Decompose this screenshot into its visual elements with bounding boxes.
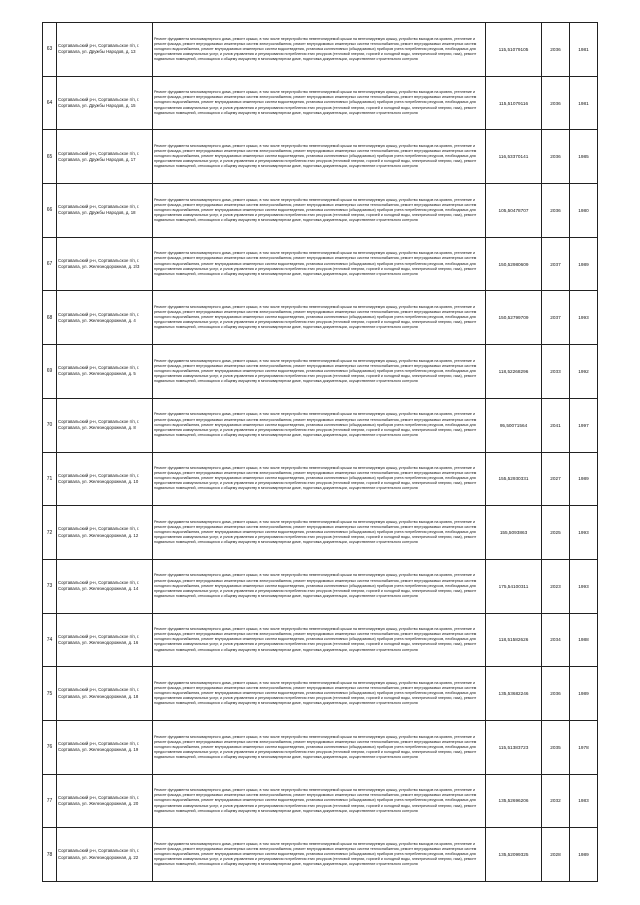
cost-cell: 155,52930331 (486, 452, 542, 506)
year-built-cell: 1989 (570, 452, 598, 506)
address-cell: Сортавальский р-н, Сортавальское г/п, г. Сортавала, ул. Дружбы Народов, д. 15 (57, 76, 153, 130)
cost-cell: 115,51383723 (486, 720, 542, 774)
table-row (43, 130, 598, 184)
cost-cell: 115,51079105 (486, 23, 542, 77)
row-number: 67 (43, 237, 57, 291)
address-cell: Сортавальский р-н, Сортавальское г/п, г. Сортавала, ул. Дружбы Народов, д. 13 (57, 23, 153, 77)
work-description-cell: Ремонт фундамента многоквартирного дома, ремонт крыши, в том числе переустройство невентилируемой крыши на вентилируемую крышу, устройство выходов на кровлю, утепление и ремонт фасада, ремонт внутридомовых инженерных систем электроснабжения, ремонт внутридомовых инженерных систем теплоснабжения, ремонт внутридомовых инженерных систем холодного водоснабжения, ремонт внутридомовых инженерных систем водоотведения, установка коллективных (общедомовых) приборов учета потребления ресурсов, необходимых для предоставления коммунальных услуг, и узлов управления и регулирования потребления этих ресурсов (тепловой энергии, горячей и холодной воды, электрической энергии, газа), ремонт подвальных помещений, относящихся к общему имуществу в многоквартирном доме, подготовка документации, осуществление строительного контроля (153, 291, 486, 345)
row-number: 72 (43, 506, 57, 560)
row-number: 73 (43, 559, 57, 613)
capital-repair-table (42, 22, 598, 882)
cost-cell: 115,51079116 (486, 76, 542, 130)
planned-year-cell: 2035 (542, 720, 570, 774)
address-cell: Сортавальский р-н, Сортавальское г/п, г. Сортавала, ул. Дружбы Народов, д. 18 (57, 184, 153, 238)
cost-cell: 105,50478707 (486, 184, 542, 238)
row-number: 76 (43, 720, 57, 774)
row-number: 75 (43, 667, 57, 721)
year-built-cell: 1985 (570, 130, 598, 184)
address-cell: Сортавальский р-н, Сортавальское г/п, г. Сортавала, ул. Дружбы Народов, д. 17 (57, 130, 153, 184)
year-built-cell: 1981 (570, 76, 598, 130)
planned-year-cell: 2036 (542, 130, 570, 184)
row-number: 68 (43, 291, 57, 345)
table-row (43, 76, 598, 130)
planned-year-cell: 2023 (542, 559, 570, 613)
table-row (43, 398, 598, 452)
address-cell: Сортавальский р-н, Сортавальское г/п, г. Сортавала, ул. Железнодорожная, д. 2/3 (57, 237, 153, 291)
work-description-cell: Ремонт фундамента многоквартирного дома, ремонт крыши, в том числе переустройство невентилируемой крыши на вентилируемую крышу, устройство выходов на кровлю, утепление и ремонт фасада, ремонт внутридомовых инженерных систем электроснабжения, ремонт внутридомовых инженерных систем теплоснабжения, ремонт внутридомовых инженерных систем холодного водоснабжения, ремонт внутридомовых инженерных систем водоотведения, установка коллективных (общедомовых) приборов учета потребления ресурсов, необходимых для предоставления коммунальных услуг, и узлов управления и регулирования потребления этих ресурсов (тепловой энергии, горячей и холодной воды, электрической энергии, газа), ремонт подвальных помещений, относящихся к общему имуществу в многоквартирном доме, подготовка документации, осуществление строительного контроля (153, 506, 486, 560)
cost-cell: 150,52980609 (486, 237, 542, 291)
row-number: 63 (43, 23, 57, 77)
table-row (43, 184, 598, 238)
work-description-cell: Ремонт фундамента многоквартирного дома, ремонт крыши, в том числе переустройство невентилируемой крыши на вентилируемую крышу, устройство выходов на кровлю, утепление и ремонт фасада, ремонт внутридомовых инженерных систем электроснабжения, ремонт внутридомовых инженерных систем теплоснабжения, ремонт внутридомовых инженерных систем холодного водоснабжения, ремонт внутридомовых инженерных систем водоотведения, установка коллективных (общедомовых) приборов учета потребления ресурсов, необходимых для предоставления коммунальных услуг, и узлов управления и регулирования потребления этих ресурсов (тепловой энергии, горячей и холодной воды, электрической энергии, газа), ремонт подвальных помещений, относящихся к общему имуществу в многоквартирном доме, подготовка документации, осуществление строительного контроля (153, 667, 486, 721)
work-description-cell: Ремонт фундамента многоквартирного дома, ремонт крыши, в том числе переустройство невентилируемой крыши на вентилируемую крышу, устройство выходов на кровлю, утепление и ремонт фасада, ремонт внутридомовых инженерных систем электроснабжения, ремонт внутридомовых инженерных систем теплоснабжения, ремонт внутридомовых инженерных систем холодного водоснабжения, ремонт внутридомовых инженерных систем водоотведения, установка коллективных (общедомовых) приборов учета потребления ресурсов, необходимых для предоставления коммунальных услуг, и узлов управления и регулирования потребления этих ресурсов (тепловой энергии, горячей и холодной воды, электрической энергии, газа), ремонт подвальных помещений, относящихся к общему имуществу в многоквартирном доме, подготовка документации, осуществление строительного контроля (153, 774, 486, 828)
table-row (43, 828, 598, 882)
work-description-cell: Ремонт фундамента многоквартирного дома, ремонт крыши, в том числе переустройство невентилируемой крыши на вентилируемую крышу, устройство выходов на кровлю, утепление и ремонт фасада, ремонт внутридомовых инженерных систем электроснабжения, ремонт внутридомовых инженерных систем теплоснабжения, ремонт внутридомовых инженерных систем холодного водоснабжения, ремонт внутридомовых инженерных систем водоотведения, установка коллективных (общедомовых) приборов учета потребления ресурсов, необходимых для предоставления коммунальных услуг, и узлов управления и регулирования потребления этих ресурсов (тепловой энергии, горячей и холодной воды, электрической энергии, газа), ремонт подвальных помещений, относящихся к общему имуществу в многоквартирном доме, подготовка документации, осуществление строительного контроля (153, 237, 486, 291)
address-cell: Сортавальский р-н, Сортавальское г/п, г. Сортавала, ул. Железнодорожная, д. 8 (57, 398, 153, 452)
year-built-cell: 1993 (570, 291, 598, 345)
row-number: 66 (43, 184, 57, 238)
planned-year-cell: 2025 (542, 506, 570, 560)
table-row (43, 452, 598, 506)
year-built-cell: 1993 (570, 506, 598, 560)
work-description-cell: Ремонт фундамента многоквартирного дома, ремонт крыши, в том числе переустройство невентилируемой крыши на вентилируемую крышу, устройство выходов на кровлю, утепление и ремонт фасада, ремонт внутридомовых инженерных систем электроснабжения, ремонт внутридомовых инженерных систем теплоснабжения, ремонт внутридомовых инженерных систем холодного водоснабжения, ремонт внутридомовых инженерных систем водоотведения, установка коллективных (общедомовых) приборов учета потребления ресурсов, необходимых для предоставления коммунальных услуг, и узлов управления и регулирования потребления этих ресурсов (тепловой энергии, горячей и холодной воды, электрической энергии, газа), ремонт подвальных помещений, относящихся к общему имуществу в многоквартирном доме, подготовка документации, осуществление строительного контроля (153, 720, 486, 774)
address-cell: Сортавальский р-н, Сортавальское г/п, г. Сортавала, ул. Железнодорожная, д. 20 (57, 774, 153, 828)
year-built-cell: 1997 (570, 398, 598, 452)
table-row (43, 23, 598, 77)
row-number: 71 (43, 452, 57, 506)
cost-cell: 95,50071564 (486, 398, 542, 452)
year-built-cell: 1993 (570, 559, 598, 613)
work-description-cell: Ремонт фундамента многоквартирного дома, ремонт крыши, в том числе переустройство невентилируемой крыши на вентилируемую крышу, устройство выходов на кровлю, утепление и ремонт фасада, ремонт внутридомовых инженерных систем электроснабжения, ремонт внутридомовых инженерных систем теплоснабжения, ремонт внутридомовых инженерных систем холодного водоснабжения, ремонт внутридомовых инженерных систем водоотведения, установка коллективных (общедомовых) приборов учета потребления ресурсов, необходимых для предоставления коммунальных услуг, и узлов управления и регулирования потребления этих ресурсов (тепловой энергии, горячей и холодной воды, электрической энергии, газа), ремонт подвальных помещений, относящихся к общему имуществу в многоквартирном доме, подготовка документации, осуществление строительного контроля (153, 613, 486, 667)
cost-cell: 135,52099325 (486, 828, 542, 882)
cost-cell: 135,52696206 (486, 774, 542, 828)
cost-cell: 155,5093863 (486, 506, 542, 560)
year-built-cell: 1992 (570, 345, 598, 399)
row-number: 64 (43, 76, 57, 130)
cost-cell: 135,53682246 (486, 667, 542, 721)
work-description-cell: Ремонт фундамента многоквартирного дома, ремонт крыши, в том числе переустройство невентилируемой крыши на вентилируемую крышу, устройство выходов на кровлю, утепление и ремонт фасада, ремонт внутридомовых инженерных систем электроснабжения, ремонт внутридомовых инженерных систем теплоснабжения, ремонт внутридомовых инженерных систем холодного водоснабжения, ремонт внутридомовых инженерных систем водоотведения, установка коллективных (общедомовых) приборов учета потребления ресурсов, необходимых для предоставления коммунальных услуг, и узлов управления и регулирования потребления этих ресурсов (тепловой энергии, горячей и холодной воды, электрической энергии, газа), ремонт подвальных помещений, относящихся к общему имуществу в многоквартирном доме, подготовка документации, осуществление строительного контроля (153, 559, 486, 613)
work-description-cell: Ремонт фундамента многоквартирного дома, ремонт крыши, в том числе переустройство невентилируемой крыши на вентилируемую крышу, устройство выходов на кровлю, утепление и ремонт фасада, ремонт внутридомовых инженерных систем электроснабжения, ремонт внутридомовых инженерных систем теплоснабжения, ремонт внутридомовых инженерных систем холодного водоснабжения, ремонт внутридомовых инженерных систем водоотведения, установка коллективных (общедомовых) приборов учета потребления ресурсов, необходимых для предоставления коммунальных услуг, и узлов управления и регулирования потребления этих ресурсов (тепловой энергии, горячей и холодной воды, электрической энергии, газа), ремонт подвальных помещений, относящихся к общему имуществу в многоквартирном доме, подготовка документации, осуществление строительного контроля (153, 23, 486, 77)
table-body (43, 23, 598, 882)
planned-year-cell: 2027 (542, 452, 570, 506)
planned-year-cell: 2034 (542, 613, 570, 667)
work-description-cell: Ремонт фундамента многоквартирного дома, ремонт крыши, в том числе переустройство невентилируемой крыши на вентилируемую крышу, устройство выходов на кровлю, утепление и ремонт фасада, ремонт внутридомовых инженерных систем электроснабжения, ремонт внутридомовых инженерных систем теплоснабжения, ремонт внутридомовых инженерных систем холодного водоснабжения, ремонт внутридомовых инженерных систем водоотведения, установка коллективных (общедомовых) приборов учета потребления ресурсов, необходимых для предоставления коммунальных услуг, и узлов управления и регулирования потребления этих ресурсов (тепловой энергии, горячей и холодной воды, электрической энергии, газа), ремонт подвальных помещений, относящихся к общему имуществу в многоквартирном доме, подготовка документации, осуществление строительного контроля (153, 398, 486, 452)
year-built-cell: 1983 (570, 774, 598, 828)
work-description-cell: Ремонт фундамента многоквартирного дома, ремонт крыши, в том числе переустройство невентилируемой крыши на вентилируемую крышу, устройство выходов на кровлю, утепление и ремонт фасада, ремонт внутридомовых инженерных систем электроснабжения, ремонт внутридомовых инженерных систем теплоснабжения, ремонт внутридомовых инженерных систем холодного водоснабжения, ремонт внутридомовых инженерных систем водоотведения, установка коллективных (общедомовых) приборов учета потребления ресурсов, необходимых для предоставления коммунальных услуг, и узлов управления и регулирования потребления этих ресурсов (тепловой энергии, горячей и холодной воды, электрической энергии, газа), ремонт подвальных помещений, относящихся к общему имуществу в многоквартирном доме, подготовка документации, осуществление строительного контроля (153, 828, 486, 882)
cost-cell: 116,53370141 (486, 130, 542, 184)
address-cell: Сортавальский р-н, Сортавальское г/п, г. Сортавала, ул. Железнодорожная, д. 19 (57, 720, 153, 774)
planned-year-cell: 2036 (542, 184, 570, 238)
work-description-cell: Ремонт фундамента многоквартирного дома, ремонт крыши, в том числе переустройство невентилируемой крыши на вентилируемую крышу, устройство выходов на кровлю, утепление и ремонт фасада, ремонт внутридомовых инженерных систем электроснабжения, ремонт внутридомовых инженерных систем теплоснабжения, ремонт внутридомовых инженерных систем холодного водоснабжения, ремонт внутридомовых инженерных систем водоотведения, установка коллективных (общедомовых) приборов учета потребления ресурсов, необходимых для предоставления коммунальных услуг, и узлов управления и регулирования потребления этих ресурсов (тепловой энергии, горячей и холодной воды, электрической энергии, газа), ремонт подвальных помещений, относящихся к общему имуществу в многоквартирном доме, подготовка документации, осуществление строительного контроля (153, 184, 486, 238)
cost-cell: 150,52799709 (486, 291, 542, 345)
year-built-cell: 1989 (570, 667, 598, 721)
cost-cell: 118,52268296 (486, 345, 542, 399)
year-built-cell: 1988 (570, 613, 598, 667)
address-cell: Сортавальский р-н, Сортавальское г/п, г. Сортавала, ул. Железнодорожная, д. 18 (57, 667, 153, 721)
address-cell: Сортавальский р-н, Сортавальское г/п, г. Сортавала, ул. Железнодорожная, д. 5 (57, 345, 153, 399)
row-number: 69 (43, 345, 57, 399)
cost-cell: 175,54100311 (486, 559, 542, 613)
table-row (43, 506, 598, 560)
year-built-cell: 1978 (570, 720, 598, 774)
year-built-cell: 1981 (570, 23, 598, 77)
planned-year-cell: 2036 (542, 23, 570, 77)
row-number: 77 (43, 774, 57, 828)
address-cell: Сортавальский р-н, Сортавальское г/п, г. Сортавала, ул. Железнодорожная, д. 12 (57, 506, 153, 560)
table-row (43, 774, 598, 828)
table-row (43, 345, 598, 399)
address-cell: Сортавальский р-н, Сортавальское г/п, г. Сортавала, ул. Железнодорожная, д. 22 (57, 828, 153, 882)
planned-year-cell: 2037 (542, 291, 570, 345)
table-row (43, 720, 598, 774)
planned-year-cell: 2037 (542, 237, 570, 291)
planned-year-cell: 2041 (542, 398, 570, 452)
work-description-cell: Ремонт фундамента многоквартирного дома, ремонт крыши, в том числе переустройство невентилируемой крыши на вентилируемую крышу, устройство выходов на кровлю, утепление и ремонт фасада, ремонт внутридомовых инженерных систем электроснабжения, ремонт внутридомовых инженерных систем теплоснабжения, ремонт внутридомовых инженерных систем холодного водоснабжения, ремонт внутридомовых инженерных систем водоотведения, установка коллективных (общедомовых) приборов учета потребления ресурсов, необходимых для предоставления коммунальных услуг, и узлов управления и регулирования потребления этих ресурсов (тепловой энергии, горячей и холодной воды, электрической энергии, газа), ремонт подвальных помещений, относящихся к общему имуществу в многоквартирном доме, подготовка документации, осуществление строительного контроля (153, 345, 486, 399)
address-cell: Сортавальский р-н, Сортавальское г/п, г. Сортавала, ул. Железнодорожная, д. 10 (57, 452, 153, 506)
year-built-cell: 1989 (570, 237, 598, 291)
table-row (43, 237, 598, 291)
work-description-cell: Ремонт фундамента многоквартирного дома, ремонт крыши, в том числе переустройство невентилируемой крыши на вентилируемую крышу, устройство выходов на кровлю, утепление и ремонт фасада, ремонт внутридомовых инженерных систем электроснабжения, ремонт внутридомовых инженерных систем теплоснабжения, ремонт внутридомовых инженерных систем холодного водоснабжения, ремонт внутридомовых инженерных систем водоотведения, установка коллективных (общедомовых) приборов учета потребления ресурсов, необходимых для предоставления коммунальных услуг, и узлов управления и регулирования потребления этих ресурсов (тепловой энергии, горячей и холодной воды, электрической энергии, газа), ремонт подвальных помещений, относящихся к общему имуществу в многоквартирном доме, подготовка документации, осуществление строительного контроля (153, 76, 486, 130)
planned-year-cell: 2032 (542, 774, 570, 828)
year-built-cell: 1980 (570, 184, 598, 238)
row-number: 74 (43, 613, 57, 667)
work-description-cell: Ремонт фундамента многоквартирного дома, ремонт крыши, в том числе переустройство невентилируемой крыши на вентилируемую крышу, устройство выходов на кровлю, утепление и ремонт фасада, ремонт внутридомовых инженерных систем электроснабжения, ремонт внутридомовых инженерных систем теплоснабжения, ремонт внутридомовых инженерных систем холодного водоснабжения, ремонт внутридомовых инженерных систем водоотведения, установка коллективных (общедомовых) приборов учета потребления ресурсов, необходимых для предоставления коммунальных услуг, и узлов управления и регулирования потребления этих ресурсов (тепловой энергии, горячей и холодной воды, электрической энергии, газа), ремонт подвальных помещений, относящихся к общему имуществу в многоквартирном доме, подготовка документации, осуществление строительного контроля (153, 130, 486, 184)
address-cell: Сортавальский р-н, Сортавальское г/п, г. Сортавала, ул. Железнодорожная, д. 14 (57, 559, 153, 613)
table-row (43, 667, 598, 721)
row-number: 65 (43, 130, 57, 184)
year-built-cell: 1989 (570, 828, 598, 882)
table-row (43, 291, 598, 345)
planned-year-cell: 2036 (542, 667, 570, 721)
address-cell: Сортавальский р-н, Сортавальское г/п, г. Сортавала, ул. Железнодорожная, д. 4 (57, 291, 153, 345)
planned-year-cell: 2028 (542, 828, 570, 882)
row-number: 78 (43, 828, 57, 882)
cost-cell: 118,51582626 (486, 613, 542, 667)
address-cell: Сортавальский р-н, Сортавальское г/п, г. Сортавала, ул. Железнодорожная, д. 16 (57, 613, 153, 667)
planned-year-cell: 2033 (542, 345, 570, 399)
table-row (43, 613, 598, 667)
work-description-cell: Ремонт фундамента многоквартирного дома, ремонт крыши, в том числе переустройство невентилируемой крыши на вентилируемую крышу, устройство выходов на кровлю, утепление и ремонт фасада, ремонт внутридомовых инженерных систем электроснабжения, ремонт внутридомовых инженерных систем теплоснабжения, ремонт внутридомовых инженерных систем холодного водоснабжения, ремонт внутридомовых инженерных систем водоотведения, установка коллективных (общедомовых) приборов учета потребления ресурсов, необходимых для предоставления коммунальных услуг, и узлов управления и регулирования потребления этих ресурсов (тепловой энергии, горячей и холодной воды, электрической энергии, газа), ремонт подвальных помещений, относящихся к общему имуществу в многоквартирном доме, подготовка документации, осуществление строительного контроля (153, 452, 486, 506)
table-row (43, 559, 598, 613)
row-number: 70 (43, 398, 57, 452)
planned-year-cell: 2036 (542, 76, 570, 130)
